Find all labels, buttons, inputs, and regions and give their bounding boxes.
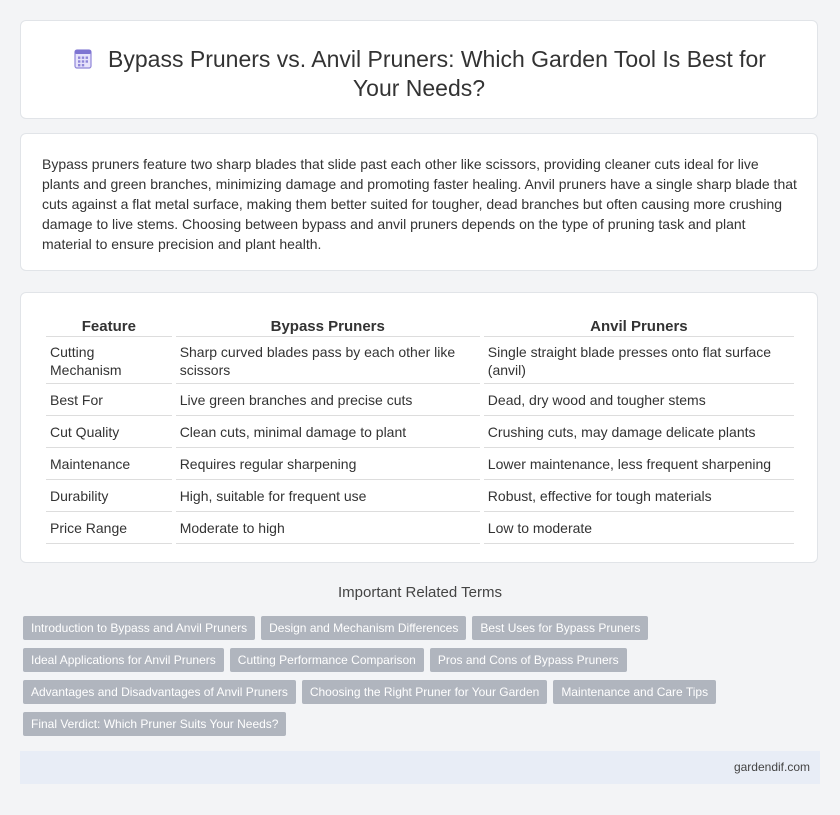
related-tag[interactable]: Best Uses for Bypass Pruners — [472, 616, 648, 640]
cell-bypass: Clean cuts, minimal damage to plant — [176, 416, 480, 448]
cell-feature: Price Range — [46, 512, 172, 544]
cell-feature: Cutting Mechanism — [46, 337, 172, 384]
cell-anvil: Dead, dry wood and tougher stems — [484, 384, 794, 416]
related-tag[interactable]: Choosing the Right Pruner for Your Garden — [302, 680, 547, 704]
cell-bypass: High, suitable for frequent use — [176, 480, 480, 512]
related-tag[interactable]: Introduction to Bypass and Anvil Pruners — [23, 616, 255, 640]
table-row — [46, 337, 794, 384]
table-row — [46, 512, 794, 544]
tag-row — [23, 680, 823, 712]
related-tag[interactable]: Ideal Applications for Anvil Pruners — [23, 648, 224, 672]
tag-row — [23, 648, 823, 680]
cell-anvil: Low to moderate — [484, 512, 794, 544]
cell-feature: Best For — [46, 384, 172, 416]
document-icon — [72, 48, 94, 70]
cell-anvil: Robust, effective for tough materials — [484, 480, 794, 512]
related-tag[interactable]: Final Verdict: Which Pruner Suits Your Needs? — [23, 712, 286, 736]
table-row — [46, 480, 794, 512]
header-feature: Feature — [46, 314, 172, 337]
cell-feature: Durability — [46, 480, 172, 512]
cell-feature: Maintenance — [46, 448, 172, 480]
related-tag[interactable]: Cutting Performance Comparison — [230, 648, 424, 672]
title-card — [20, 20, 818, 119]
cell-feature: Cut Quality — [46, 416, 172, 448]
header-anvil: Anvil Pruners — [484, 314, 794, 337]
tag-row — [23, 616, 823, 648]
table-row — [46, 416, 794, 448]
intro-paragraph: Bypass pruners feature two sharp blades that slide past each other like scissors, providing cleaner cuts ideal for live plants and green branches, minimizing damage and promoting faster healing. Anvil pruners have a single sharp blade that cuts against a flat metal surface, making them better suited for tougher, dead branches but often causing more crushing damage to live stems. Choosing between bypass and anvil pruners depends on the type of pruning task and plant material to ensure precision and plant health. — [42, 156, 797, 252]
cell-bypass: Sharp curved blades pass by each other like scissors — [176, 337, 480, 384]
tag-row — [23, 712, 823, 744]
footer — [20, 751, 820, 784]
related-tag[interactable]: Advantages and Disadvantages of Anvil Pruners — [23, 680, 296, 704]
intro-card — [20, 133, 818, 271]
comparison-card — [20, 292, 818, 563]
page-title — [51, 45, 787, 103]
cell-anvil: Single straight blade presses onto flat surface (anvil) — [484, 337, 794, 384]
related-terms-heading: Important Related Terms — [338, 584, 502, 601]
header-bypass: Bypass Pruners — [176, 314, 480, 337]
related-tag[interactable]: Maintenance and Care Tips — [553, 680, 716, 704]
table-header-row — [46, 314, 794, 337]
cell-anvil: Lower maintenance, less frequent sharpening — [484, 448, 794, 480]
related-tag[interactable]: Design and Mechanism Differences — [261, 616, 466, 640]
comparison-table — [42, 314, 798, 544]
cell-bypass: Live green branches and precise cuts — [176, 384, 480, 416]
cell-bypass: Requires regular sharpening — [176, 448, 480, 480]
table-row — [46, 448, 794, 480]
footer-site[interactable]: gardendif.com — [733, 760, 810, 774]
page-title-text: Bypass Pruners vs. Anvil Pruners: Which Garden Tool Is Best for Your Needs? — [108, 46, 766, 101]
related-terms-list — [23, 616, 823, 744]
table-row — [46, 384, 794, 416]
related-tag[interactable]: Pros and Cons of Bypass Pruners — [430, 648, 627, 672]
cell-anvil: Crushing cuts, may damage delicate plants — [484, 416, 794, 448]
cell-bypass: Moderate to high — [176, 512, 480, 544]
